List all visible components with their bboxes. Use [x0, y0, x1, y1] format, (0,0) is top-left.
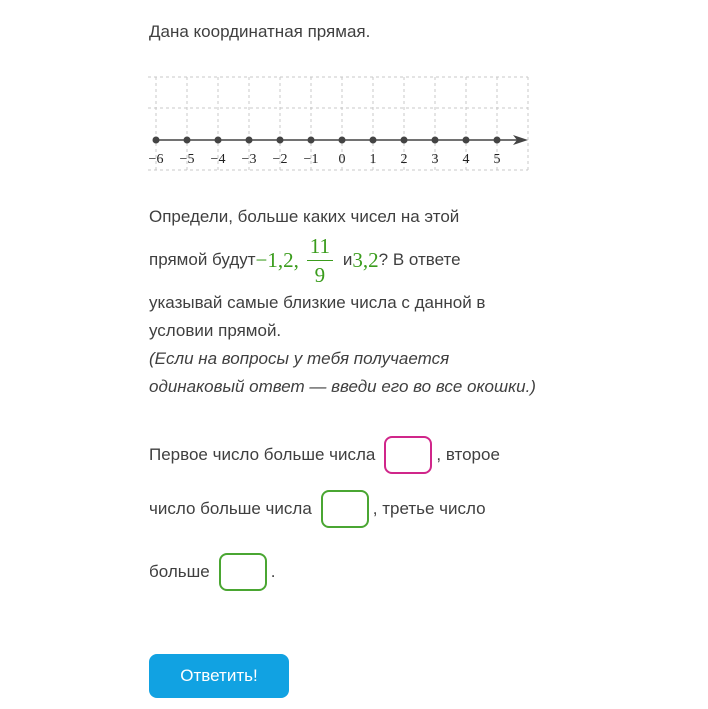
answer-input-1[interactable] [384, 436, 432, 474]
number-line-tick-label: −3 [241, 152, 257, 167]
fraction-numerator: 11 [309, 233, 330, 258]
question-line-2 [149, 231, 589, 289]
and-word: и [342, 250, 353, 269]
number-line-tick-label: −6 [148, 152, 164, 167]
number-line-point [339, 137, 346, 144]
number-3: 3,2 [352, 248, 379, 272]
number-line-point [215, 137, 222, 144]
question [149, 203, 589, 401]
answer-text-6: . [270, 561, 276, 581]
answer-input-3[interactable] [219, 553, 267, 591]
number-line-point [401, 137, 408, 144]
number-line-point [308, 137, 315, 144]
answer-row-2 [149, 477, 629, 540]
number-line-tick-label: 4 [462, 152, 470, 167]
fraction-denominator: 9 [314, 262, 326, 287]
question-line-4: условии прямой. [149, 321, 282, 340]
question-suffix: ? В ответе [378, 250, 461, 269]
answers-block [149, 433, 629, 603]
number-line-tick-label: 5 [493, 152, 501, 167]
number-line-point [463, 137, 470, 144]
fraction-bar [307, 260, 333, 261]
note-line-1: (Если на вопросы у тебя получается [149, 349, 450, 368]
number-line-point [432, 137, 439, 144]
number-line-tick-label: −5 [179, 152, 195, 167]
question-line-1: Определи, больше каких чисел на этой [149, 207, 460, 226]
fraction-11-9 [307, 234, 333, 287]
number-line [148, 72, 533, 174]
answer-text-2: , второе [436, 445, 500, 464]
number-line-point [277, 137, 284, 144]
number-line-tick-label: 3 [431, 152, 439, 167]
answer-text-1: Первое число больше числа [149, 445, 376, 464]
number-line-tick-label: 2 [400, 152, 408, 167]
note-line-2: одинаковый ответ — введи его во все окошки.) [149, 377, 536, 396]
number-line-tick-label: −4 [210, 152, 226, 167]
number-line-point [153, 137, 160, 144]
question-prefix: прямой будут [149, 250, 256, 269]
intro-text: Дана координатная прямая. [149, 22, 371, 41]
number-line-labels [149, 152, 501, 167]
answer-text-3: число больше числа [149, 498, 312, 518]
number-line-tick-label: 0 [338, 152, 346, 167]
answer-input-2[interactable] [321, 490, 369, 528]
number-line-tick-label: −2 [272, 152, 288, 167]
number-line-point [246, 137, 253, 144]
answer-text-4: , третье число [372, 498, 486, 518]
number-line-tick-label: 1 [369, 152, 377, 167]
number-1: −1,2, [255, 248, 299, 272]
number-line-point [494, 137, 501, 144]
number-line-tick-label: −1 [303, 152, 319, 167]
answer-text-5: больше [149, 561, 210, 581]
answer-row-1 [149, 433, 629, 477]
number-line-point [184, 137, 191, 144]
number-line-point [370, 137, 377, 144]
submit-button[interactable]: Ответить! [149, 654, 289, 698]
question-line-3: указывай самые близкие числа с данной в [149, 293, 486, 312]
answer-row-3 [149, 540, 629, 603]
